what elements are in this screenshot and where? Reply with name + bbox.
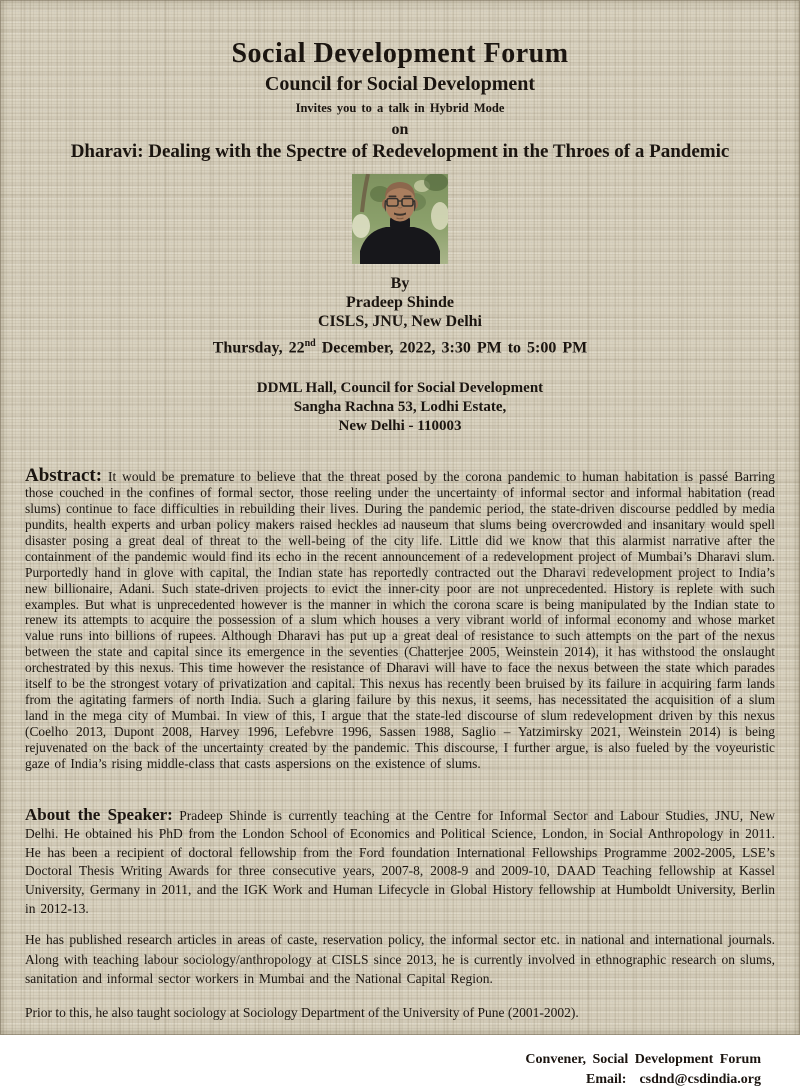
about-speaker-label: About the Speaker: bbox=[25, 804, 173, 824]
venue-line-1: DDML Hall, Council for Social Development bbox=[256, 380, 544, 397]
speaker-photo bbox=[352, 174, 448, 264]
footer-email-line bbox=[25, 1070, 761, 1090]
invite-line: Invites you to a talk in Hybrid Mode bbox=[295, 101, 505, 115]
abstract-text: It would be premature to believe that the threat posed by the corona pandemic to human habitation is passé Barring those couched in the confines of formal sector, those reeling under the uncertainty of informal sector and informal habitation (read slums) continue to face difficulties in rebuilding their lives. During the pandemic period, the state-driven discourse peddled by media pundits, health experts and urban policy makers raised heckles ad nauseum that slums being overcrowded and insanitary would spell disaster posing a great deal of threat to the well-being of the city life. Little did we know that this alarmist narrative after the containment of the pandemic would find its echo in the recent announcement of a redevelopment project of Mumbai’s Dharavi slum. Purportedly hand in glove with capital, the Indian state has reportedly contracted out the Dharavi redevelopment project to India’s new billionaire, Adani. Such state-driven projects to evict the inner-city poor are not unprecedented. History is replete with such examples. But what is unprecedented however is the manner in which the corona scare is being manipulated by the Indian state to renew its attempts to acquire the possession of a slum which houses a very vibrant world of informal economy and whose market value runs into billions of rupees. Although Dharavi has put up a great deal of resistance to such attempts on the part of the nexus between the state and capital since its emergence in the seventies (Chatterjee 2005, Weinstein 2014), it has withstood the onslaught orchestrated by this nexus. This time however the resistance of Dharavi will have to face the nexus between the state which parades itself to be the strongest votary of privatization and capital. This nexus has recently been bruised by its failure in acquiring farm lands from the agitating farmers of north India. Such a glaring failure by this nexus, it seems, has necessitated the acquisition of a slum land in the mega city of Mumbai. In view of this, I argue that the state-led discourse of slum redevelopment driven by this nexus (Coelho 2013, Dupont 2008, Harvey 1996, Lefebvre 1996, Sassen 1988, Saglio – Yatzimirsky 2021, Weinstein 2014) is being rejuvenated on the back of the uncertainty created by the pandemic. This discourse, I further argue, is also fueled by the voyeuristic gaze of India’s rising middle-class that casts aspersions on the existence of slums. bbox=[25, 469, 775, 771]
abstract-paragraph bbox=[25, 465, 775, 771]
prior-teaching-paragraph: Prior to this, he also taught sociology at Sociology Department of the University of Pune (2001-2002). bbox=[25, 1004, 579, 1020]
email-label: Email: bbox=[585, 1071, 627, 1087]
venue-line-3: New Delhi - 110003 bbox=[338, 418, 462, 435]
talk-title: Dharavi: Dealing with the Spectre of Redevelopment in the Throes of a Pandemic bbox=[70, 141, 730, 162]
footer-convener: Convener, Social Development Forum bbox=[525, 1051, 761, 1067]
speaker-affiliation: CISLS, JNU, New Delhi bbox=[317, 313, 482, 330]
footer-block bbox=[25, 1050, 775, 1090]
date-prefix: Thursday, 22 bbox=[212, 339, 305, 357]
speaker-photo-illustration bbox=[352, 174, 448, 264]
org-title: Social Development Forum bbox=[231, 38, 569, 69]
date-suffix: December, 2022, 3:30 PM to 5:00 PM bbox=[315, 339, 588, 357]
speaker-name: Pradeep Shinde bbox=[345, 294, 454, 311]
venue-line-2: Sangha Rachna 53, Lodhi Estate, bbox=[293, 399, 507, 416]
abstract-label: Abstract: bbox=[25, 465, 103, 487]
email-address: csdnd@csdindia.org bbox=[639, 1071, 761, 1087]
venue-block bbox=[25, 379, 775, 436]
about-speaker-text: Pradeep Shinde is currently teaching at the Centre for Informal Sector and Labour Studies, JNU, New Delhi. He obtained his PhD from the London School of Economics and Political Science, London, in Social Anthropology in 2011. He has been a recipient of doctoral fellowship from the Ford foundation International Fellowships Programme 2002-2005, LSE’s Doctoral Thesis Writing Awards for three consecutive years, 2007-8, 2008-9 and 2009-10, DAAD Teaching fellowship at Kassel University, Germany in 2011, and the IGK Work and Human Lifecycle in Global History fellowship at Humboldt University, Berlin in 2012-13. bbox=[25, 807, 775, 916]
by-label: By bbox=[390, 275, 410, 292]
date-ordinal: nd bbox=[304, 338, 316, 349]
about-speaker-paragraph bbox=[25, 806, 775, 919]
on-word: on bbox=[391, 121, 409, 138]
event-datetime bbox=[25, 338, 775, 357]
publications-paragraph: He has published research articles in areas of caste, reservation policy, the informal sector etc. in national and international journals. Along with teaching labour sociology/anthropology at CISLS since 2013, he is currently involved in ethnographic research on slums, sanitation and informal sector workers in Mumbai and the National Capital Region. bbox=[25, 932, 775, 987]
council-title: Council for Social Development bbox=[264, 73, 536, 95]
